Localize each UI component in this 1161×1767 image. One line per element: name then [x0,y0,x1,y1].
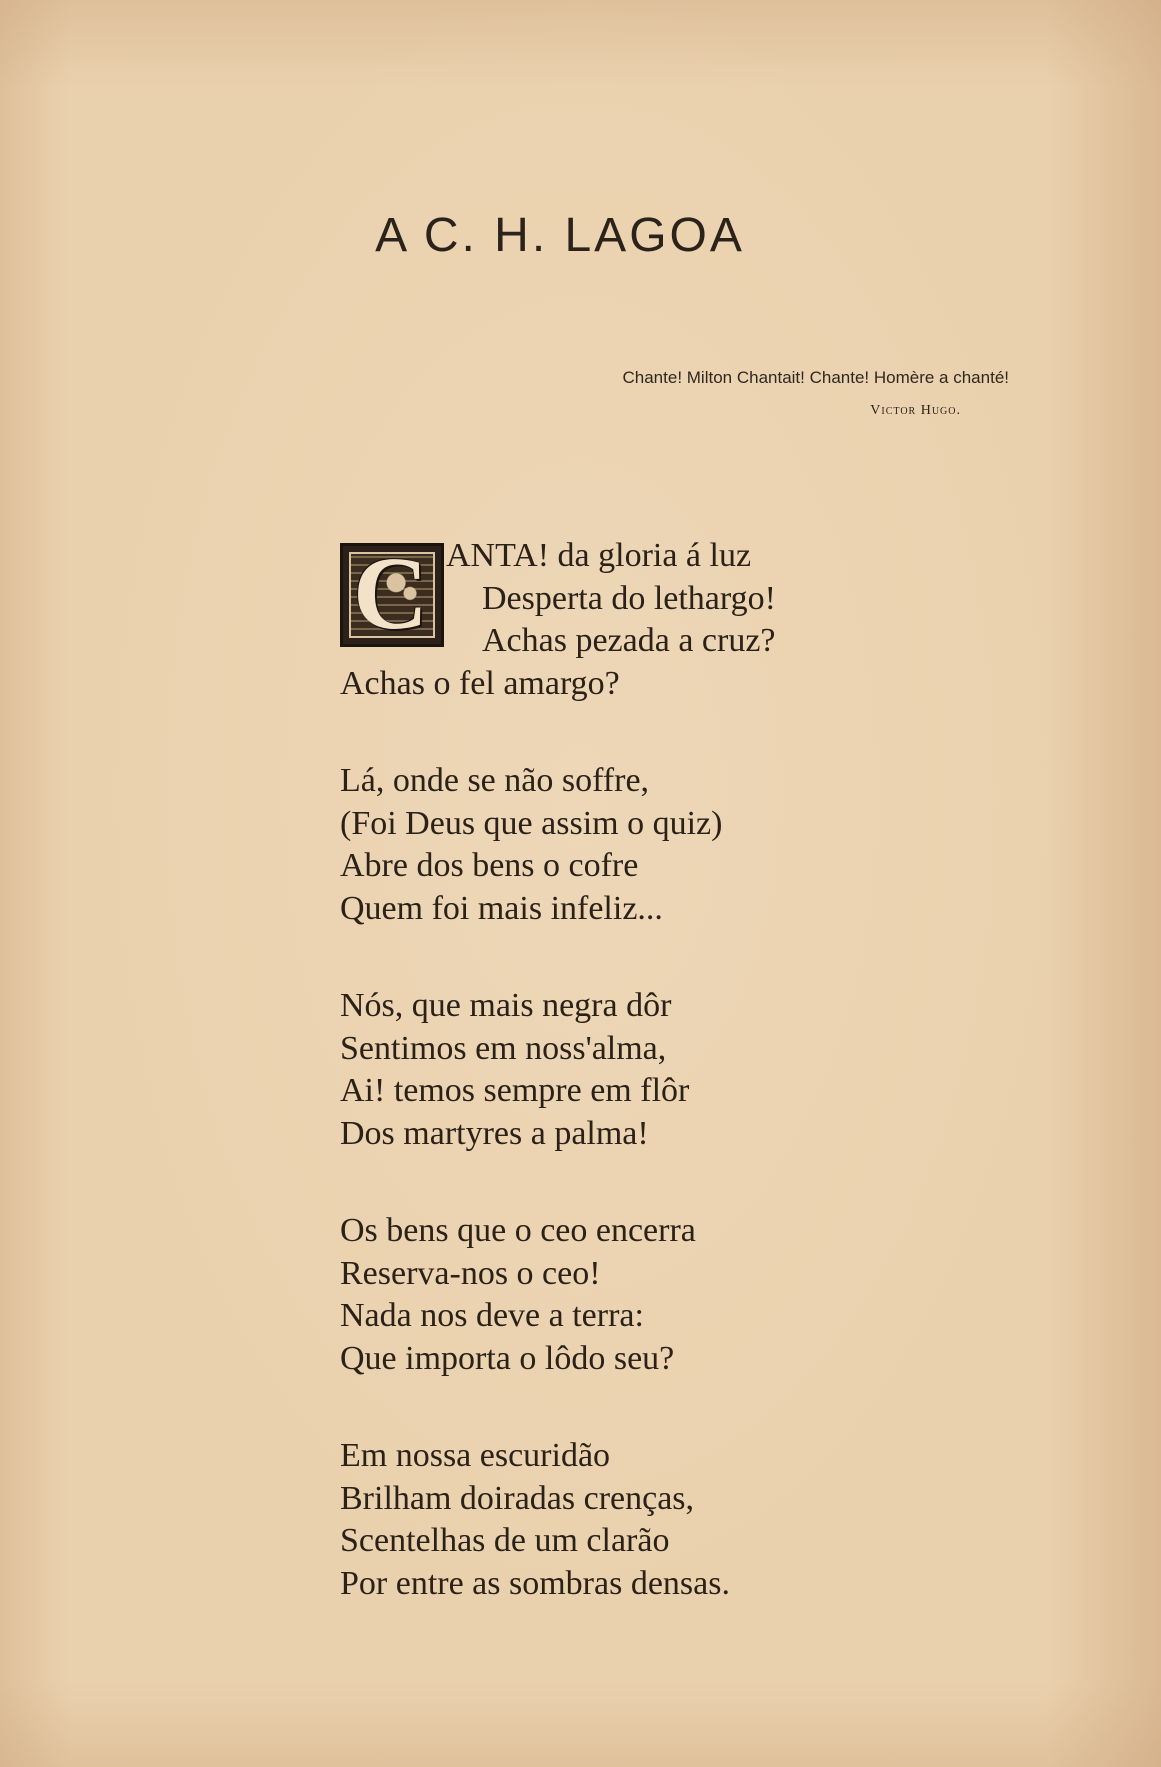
poem-line: Quem foi mais infeliz... [340,889,663,927]
poem-line: ANTA! da gloria á luz [446,537,752,574]
stanza-1 [340,535,1100,705]
poem-line: Dos martyres a palma! [340,1114,649,1152]
stanza-4 [340,1210,1100,1380]
stanza-2 [340,760,1100,930]
epigraph-quote: Chante! Milton Chantait! Chante! Homère a chanté! [622,368,1009,387]
poem-line: Achas pezada a cruz? [482,622,776,659]
poem-line: Lá, onde se não soffre, [340,762,650,799]
stanza-5 [340,1435,1100,1605]
poem-line: (Foi Deus que assim o quiz) [340,804,723,842]
poem-title: A C. H. LAGOA [375,209,745,262]
drop-cap-letter: C [353,536,429,651]
poem-line: Nada nos deve a terra: [340,1297,644,1334]
poem-line: Nós, que mais negra dôr [340,987,672,1024]
poem-body [340,535,1100,1660]
poem-line: Em nossa escuridão [340,1437,611,1474]
poem-line: Abre dos bens o cofre [340,847,639,884]
stanza-3 [340,985,1100,1155]
poem-line: Ai! temos sempre em flôr [340,1072,690,1109]
poem-line: Que importa o lôdo seu? [340,1339,675,1377]
poem-line: Por entre as sombras densas. [340,1564,730,1602]
drop-cap-initial [340,536,444,651]
poem-line: Desperta do lethargo! [482,579,776,617]
epigraph-author: Victor Hugo. [870,403,961,418]
poem-line: Achas o fel amargo? [340,664,620,702]
poem-line: Scentelhas de um clarão [340,1522,670,1559]
poem-line: Sentimos em noss'alma, [340,1029,667,1067]
poem-line: Os bens que o ceo encerra [340,1212,696,1249]
poem-line: Brilham doiradas crenças, [340,1479,695,1517]
poem-line: Reserva-nos o ceo! [340,1254,601,1292]
